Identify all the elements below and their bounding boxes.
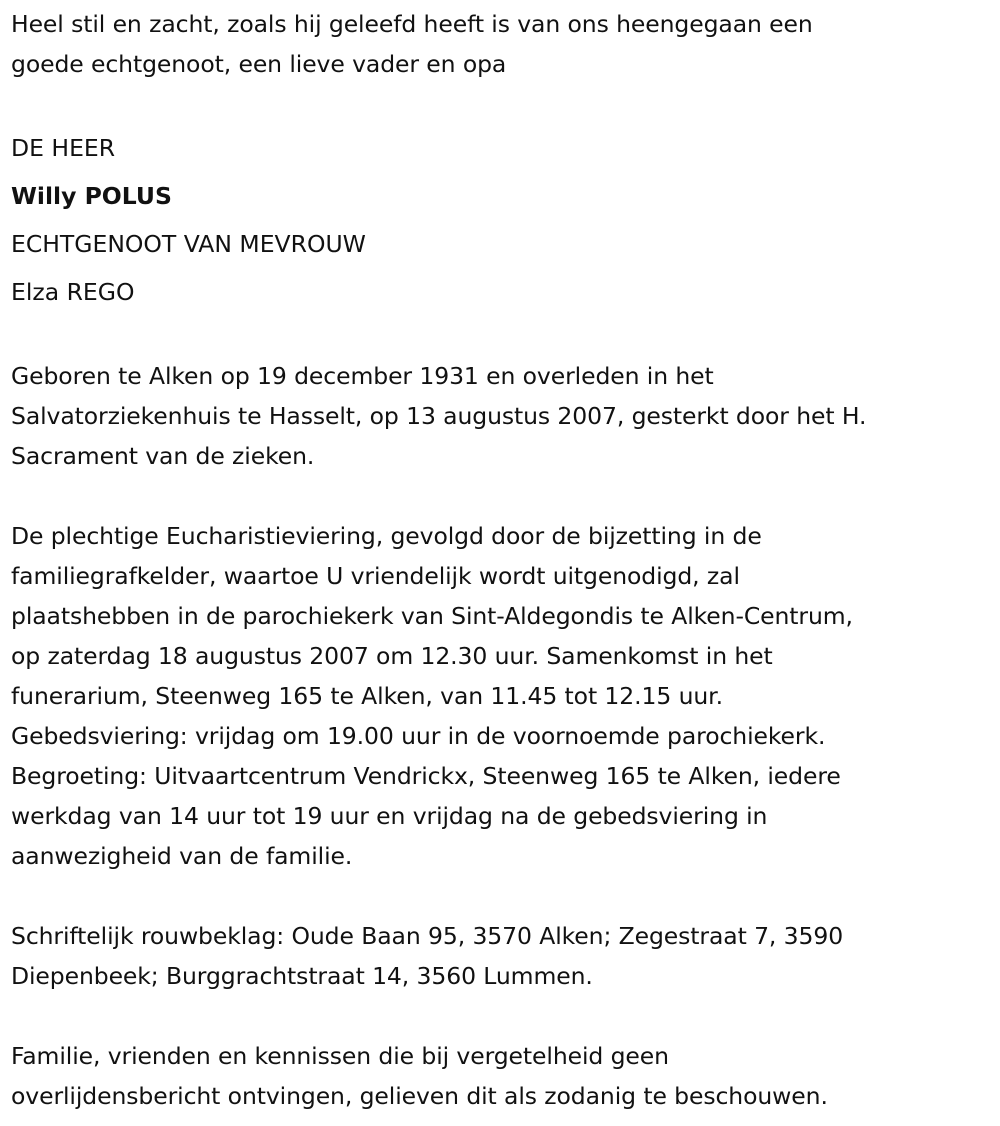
ceremony-paragraph — [11, 516, 990, 876]
ceremony-line: Begroeting: Uitvaartcentrum Vendrickx, Steenweg 165 te Alken, iedere — [11, 762, 841, 790]
birth-death-line: Geboren te Alken op 19 december 1931 en overleden in het — [11, 362, 714, 390]
paragraph-gap — [11, 476, 990, 516]
birth-death-line: Salvatorziekenhuis te Hasselt, op 13 augustus 2007, gesterkt door het H. — [11, 402, 867, 430]
ceremony-line: aanwezigheid van de familie. — [11, 842, 353, 870]
paragraph-gap — [11, 876, 990, 916]
ceremony-line: plaatshebben in de parochiekerk van Sint-Aldegondis te Alken-Centrum, — [11, 602, 853, 630]
intro-paragraph — [11, 4, 990, 84]
condolences-paragraph — [11, 916, 990, 996]
birth-death-line: Sacrament van de zieken. — [11, 442, 315, 470]
paragraph-gap — [11, 84, 990, 124]
paragraph-gap — [11, 316, 990, 356]
ceremony-line: op zaterdag 18 augustus 2007 om 12.30 uur. Samenkomst in het — [11, 642, 773, 670]
ceremony-line: funerarium, Steenweg 165 te Alken, van 11.45 tot 12.15 uur. — [11, 682, 723, 710]
birth-death-paragraph — [11, 356, 990, 476]
closing-paragraph — [11, 1036, 990, 1116]
person-name: Willy POLUS — [11, 182, 172, 210]
ceremony-line: De plechtige Eucharistieviering, gevolgd door de bijzetting in de — [11, 522, 762, 550]
person-block — [11, 124, 990, 316]
ceremony-line: familiegrafkelder, waartoe U vriendelijk wordt uitgenodigd, zal — [11, 562, 740, 590]
paragraph-gap — [11, 996, 990, 1036]
intro-line: goede echtgenoot, een lieve vader en opa — [11, 50, 507, 78]
intro-line: Heel stil en zacht, zoals hij geleefd heeft is van ons heengegaan een — [11, 10, 813, 38]
person-spouse: Elza REGO — [11, 278, 135, 306]
closing-line: Familie, vrienden en kennissen die bij vergetelheid geen — [11, 1042, 669, 1070]
ceremony-line: Gebedsviering: vrijdag om 19.00 uur in de voornoemde parochiekerk. — [11, 722, 826, 750]
closing-line: overlijdensbericht ontvingen, gelieven dit als zodanig te beschouwen. — [11, 1082, 828, 1110]
condolences-line: Diepenbeek; Burggrachtstraat 14, 3560 Lummen. — [11, 962, 593, 990]
person-title: DE HEER — [11, 134, 116, 162]
person-relation: ECHTGENOOT VAN MEVROUW — [11, 230, 366, 258]
ceremony-line: werkdag van 14 uur tot 19 uur en vrijdag na de gebedsviering in — [11, 802, 768, 830]
condolences-line: Schriftelijk rouwbeklag: Oude Baan 95, 3570 Alken; Zegestraat 7, 3590 — [11, 922, 844, 950]
